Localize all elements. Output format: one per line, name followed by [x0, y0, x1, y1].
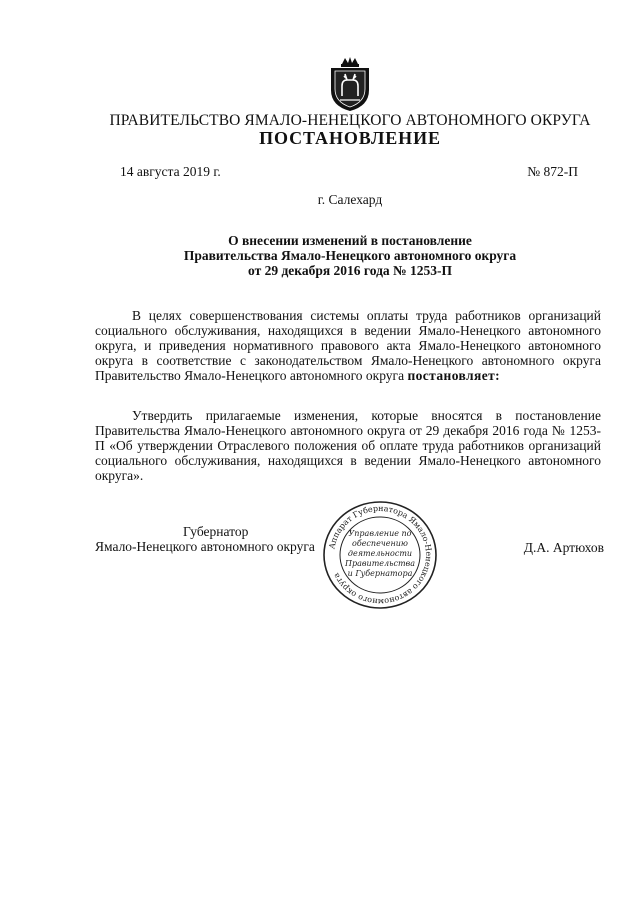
signer-position-line: Ямало-Ненецкого автономного округа — [95, 539, 315, 554]
paragraph-text: В целях совершенствования системы оплаты труда работников организаций социального обслуживания, находящихся в ведении Ямало-Ненецкого автономного округа, и приведения нормативного правового акта Ямало-Ненецкого автономного округа в соответствие с законодательством Ямало-Ненецкого автономного округа Правительство Ямало-Ненецкого автономного округа — [95, 308, 601, 383]
coat-of-arms-icon — [328, 56, 372, 112]
document-type-title: ПОСТАНОВЛЕНИЕ — [259, 128, 441, 148]
seal-text-line: деятельности — [347, 549, 413, 558]
seal-text-line: и Губернатора — [347, 569, 413, 578]
seal-text-line: обеспечению — [352, 539, 408, 548]
paragraph-text: Утвердить прилагаемые изменения, которые вносятся в постановление Правительства Ямало-Ненецкого автономного округа от 29 декабря 2016 года № 1253-П «Об утверждении Отраслевого положения об оплате труда работников организаций социального обслуживания, находящихся в ведении Ямало-Ненецкого автономного округа». — [95, 408, 601, 483]
official-seal — [320, 500, 440, 610]
body-paragraph-2 — [95, 408, 601, 483]
seal-ring-text: Аппарат Губернатора Ямало-Ненецкого автономного округа — [327, 503, 434, 607]
body-paragraph-1 — [95, 308, 601, 383]
seal-text-line: Правительства — [345, 559, 415, 568]
signer-position-line: Губернатор — [183, 524, 249, 539]
document-date: 14 августа 2019 г. — [120, 164, 221, 179]
government-title: ПРАВИТЕЛЬСТВО ЯМАЛО-НЕНЕЦКОГО АВТОНОМНОГО ОКРУГА — [109, 112, 591, 129]
signer-name: Д.А. Артюхов — [523, 540, 604, 555]
subject-line: Правительства Ямало-Ненецкого автономного округа — [183, 248, 517, 263]
signer-position — [95, 524, 345, 554]
resolution-keyword: постановляет: — [407, 368, 501, 383]
subject-line: от 29 декабря 2016 года № 1253-П — [248, 263, 452, 278]
seal-text-line: Управление по — [348, 529, 412, 538]
document-city: г. Салехард — [317, 192, 383, 207]
document-number: № 872-П — [527, 164, 578, 179]
document-subject — [120, 233, 580, 278]
subject-line: О внесении изменений в постановление — [228, 233, 472, 248]
